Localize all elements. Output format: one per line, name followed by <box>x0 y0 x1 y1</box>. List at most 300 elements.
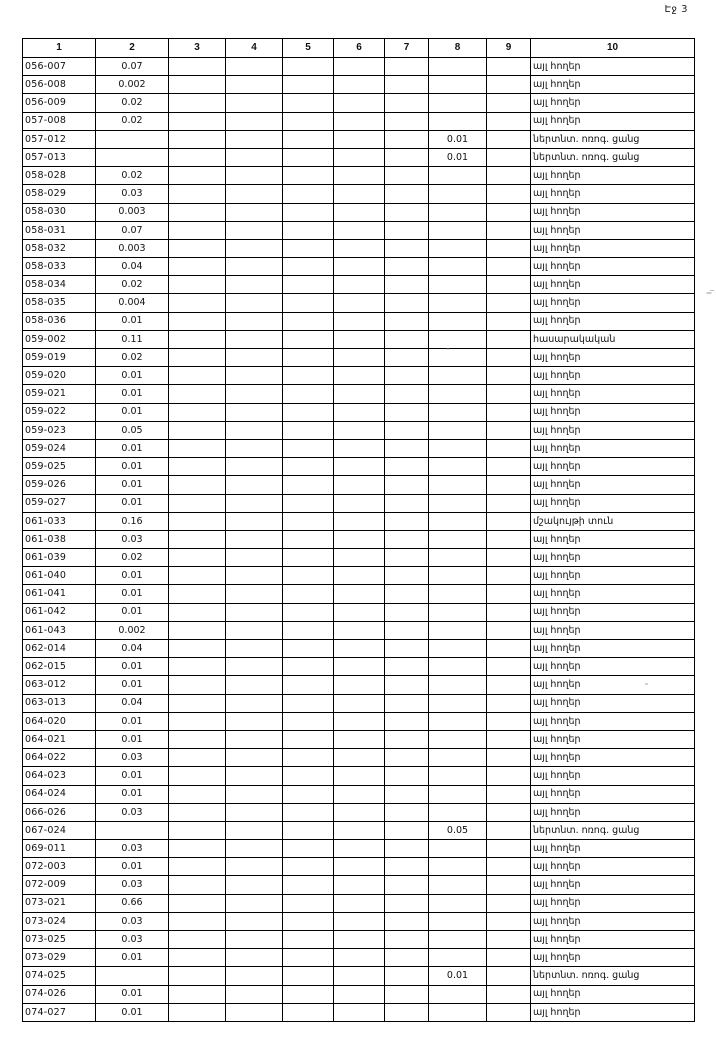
scan-speck <box>645 683 648 685</box>
cell-column-6 <box>334 203 385 221</box>
cell-column-9 <box>487 494 531 512</box>
cell-parcel-code: 061-043 <box>23 621 96 639</box>
cell-column-8 <box>429 621 487 639</box>
cell-column-7 <box>385 458 429 476</box>
cell-note: այլ հողեր <box>531 567 695 585</box>
cell-note: այլ հողեր <box>531 94 695 112</box>
cell-column-3 <box>169 94 226 112</box>
cell-column-6 <box>334 967 385 985</box>
cell-note: այլ հողեր <box>531 112 695 130</box>
cell-note: այլ հողեր <box>531 167 695 185</box>
cell-column-3 <box>169 258 226 276</box>
cell-column-9 <box>487 203 531 221</box>
cell-note: ներտնտ. ոռոգ. ցանց <box>531 967 695 985</box>
cell-column-3 <box>169 494 226 512</box>
cell-column-2: 0.02 <box>96 167 169 185</box>
cell-column-4 <box>226 658 283 676</box>
cell-column-4 <box>226 349 283 367</box>
cell-column-6 <box>334 221 385 239</box>
cell-parcel-code: 067-024 <box>23 821 96 839</box>
cell-note: այլ հողեր <box>531 258 695 276</box>
table-row <box>23 312 695 330</box>
cell-column-5 <box>283 349 334 367</box>
cell-column-8 <box>429 494 487 512</box>
cell-parcel-code: 058-034 <box>23 276 96 294</box>
table-row <box>23 276 695 294</box>
cell-column-3 <box>169 967 226 985</box>
cell-parcel-code: 074-025 <box>23 967 96 985</box>
cell-note: այլ հողեր <box>531 276 695 294</box>
cell-column-7 <box>385 785 429 803</box>
cell-column-9 <box>487 458 531 476</box>
cell-column-5 <box>283 130 334 148</box>
table-row <box>23 658 695 676</box>
cell-column-7 <box>385 712 429 730</box>
cell-column-4 <box>226 294 283 312</box>
cell-parcel-code: 063-012 <box>23 676 96 694</box>
cell-column-7 <box>385 640 429 658</box>
cell-column-2: 0.02 <box>96 349 169 367</box>
cell-column-8 <box>429 985 487 1003</box>
scan-speck <box>706 292 712 294</box>
cell-column-7 <box>385 821 429 839</box>
table-row <box>23 294 695 312</box>
table-row <box>23 512 695 530</box>
cell-column-5 <box>283 403 334 421</box>
cell-column-2: 0.02 <box>96 112 169 130</box>
cell-note: այլ հողեր <box>531 949 695 967</box>
cell-column-5 <box>283 148 334 166</box>
cell-column-5 <box>283 640 334 658</box>
cell-note: այլ հողեր <box>531 312 695 330</box>
cell-column-6 <box>334 148 385 166</box>
cell-parcel-code: 062-015 <box>23 658 96 676</box>
cell-column-7 <box>385 585 429 603</box>
cell-column-9 <box>487 585 531 603</box>
table-row <box>23 585 695 603</box>
table-row <box>23 476 695 494</box>
cell-column-4 <box>226 76 283 94</box>
cell-parcel-code: 059-022 <box>23 403 96 421</box>
cell-column-5 <box>283 58 334 76</box>
cell-note: այլ հողեր <box>531 403 695 421</box>
cell-column-5 <box>283 167 334 185</box>
cell-column-7 <box>385 439 429 457</box>
cell-column-4 <box>226 585 283 603</box>
cell-column-3 <box>169 367 226 385</box>
cell-column-3 <box>169 640 226 658</box>
cell-column-4 <box>226 439 283 457</box>
cell-column-6 <box>334 385 385 403</box>
cell-column-4 <box>226 330 283 348</box>
cell-column-4 <box>226 512 283 530</box>
cell-column-8 <box>429 658 487 676</box>
cell-column-4 <box>226 821 283 839</box>
cell-note: ներտնտ. ոռոգ. ցանց <box>531 821 695 839</box>
cell-column-5 <box>283 912 334 930</box>
cell-column-7 <box>385 967 429 985</box>
cell-column-5 <box>283 76 334 94</box>
cell-note: այլ հողեր <box>531 76 695 94</box>
cell-column-6 <box>334 239 385 257</box>
cell-column-9 <box>487 294 531 312</box>
cell-column-2: 0.04 <box>96 258 169 276</box>
table-row <box>23 239 695 257</box>
column-header-9: 9 <box>487 39 531 58</box>
table-row <box>23 967 695 985</box>
table-row <box>23 530 695 548</box>
cell-column-9 <box>487 567 531 585</box>
cell-parcel-code: 062-014 <box>23 640 96 658</box>
cell-column-9 <box>487 621 531 639</box>
cell-column-4 <box>226 640 283 658</box>
cell-parcel-code: 058-028 <box>23 167 96 185</box>
cell-note: մշակույթի տուն <box>531 512 695 530</box>
cell-column-4 <box>226 621 283 639</box>
cell-column-4 <box>226 603 283 621</box>
cell-parcel-code: 073-029 <box>23 949 96 967</box>
cell-column-2: 0.01 <box>96 312 169 330</box>
cell-column-7 <box>385 912 429 930</box>
cell-column-8 <box>429 694 487 712</box>
cell-column-4 <box>226 276 283 294</box>
cell-column-2: 0.03 <box>96 931 169 949</box>
cell-column-8 <box>429 767 487 785</box>
cell-column-8 <box>429 931 487 949</box>
cell-note: այլ հողեր <box>531 749 695 767</box>
cell-column-4 <box>226 258 283 276</box>
cell-note: այլ հողեր <box>531 640 695 658</box>
cell-column-6 <box>334 421 385 439</box>
cell-column-3 <box>169 76 226 94</box>
cell-column-7 <box>385 730 429 748</box>
cell-column-4 <box>226 94 283 112</box>
cell-column-7 <box>385 567 429 585</box>
cell-column-7 <box>385 367 429 385</box>
cell-parcel-code: 073-025 <box>23 931 96 949</box>
cell-column-3 <box>169 112 226 130</box>
cell-column-4 <box>226 876 283 894</box>
cell-column-4 <box>226 967 283 985</box>
cell-column-3 <box>169 58 226 76</box>
cell-column-7 <box>385 221 429 239</box>
cell-column-2: 0.01 <box>96 767 169 785</box>
cell-parcel-code: 064-021 <box>23 730 96 748</box>
cell-column-8 <box>429 276 487 294</box>
table-row <box>23 421 695 439</box>
cell-column-2: 0.01 <box>96 730 169 748</box>
column-header-8: 8 <box>429 39 487 58</box>
cell-column-8 <box>429 385 487 403</box>
table-row <box>23 567 695 585</box>
cell-parcel-code: 057-012 <box>23 130 96 148</box>
cell-column-4 <box>226 203 283 221</box>
cell-column-8 <box>429 76 487 94</box>
cell-column-7 <box>385 421 429 439</box>
cell-column-5 <box>283 94 334 112</box>
cell-column-6 <box>334 294 385 312</box>
cell-column-2: 0.04 <box>96 640 169 658</box>
cell-column-9 <box>487 221 531 239</box>
cell-column-9 <box>487 185 531 203</box>
cell-column-5 <box>283 730 334 748</box>
cell-note: այլ հողեր <box>531 494 695 512</box>
table-row <box>23 730 695 748</box>
cell-parcel-code: 061-038 <box>23 530 96 548</box>
cell-column-3 <box>169 421 226 439</box>
cell-column-5 <box>283 330 334 348</box>
cell-column-6 <box>334 258 385 276</box>
cell-column-6 <box>334 439 385 457</box>
cell-column-6 <box>334 458 385 476</box>
table-row <box>23 640 695 658</box>
cell-column-2: 0.03 <box>96 530 169 548</box>
column-header-7: 7 <box>385 39 429 58</box>
cell-column-8 <box>429 330 487 348</box>
cell-column-6 <box>334 585 385 603</box>
cell-column-9 <box>487 421 531 439</box>
table-row <box>23 385 695 403</box>
table-row <box>23 840 695 858</box>
table-header-row <box>23 39 695 58</box>
cell-column-6 <box>334 276 385 294</box>
cell-column-4 <box>226 676 283 694</box>
cell-column-5 <box>283 785 334 803</box>
cell-column-7 <box>385 203 429 221</box>
cell-column-8 <box>429 312 487 330</box>
cell-column-7 <box>385 476 429 494</box>
cell-column-7 <box>385 949 429 967</box>
cell-column-9 <box>487 931 531 949</box>
cell-column-5 <box>283 567 334 585</box>
cell-column-5 <box>283 676 334 694</box>
cell-column-6 <box>334 549 385 567</box>
cell-column-2: 0.01 <box>96 367 169 385</box>
cell-column-2: 0.01 <box>96 585 169 603</box>
table-row <box>23 167 695 185</box>
cell-column-3 <box>169 167 226 185</box>
cell-column-6 <box>334 894 385 912</box>
table-row <box>23 549 695 567</box>
cell-column-3 <box>169 203 226 221</box>
cell-column-3 <box>169 621 226 639</box>
cell-column-3 <box>169 821 226 839</box>
cell-column-3 <box>169 349 226 367</box>
cell-parcel-code: 058-030 <box>23 203 96 221</box>
cell-column-7 <box>385 112 429 130</box>
cell-column-5 <box>283 458 334 476</box>
cell-note: այլ հողեր <box>531 458 695 476</box>
cell-column-3 <box>169 458 226 476</box>
cell-column-7 <box>385 876 429 894</box>
cell-note: այլ հողեր <box>531 603 695 621</box>
cell-column-6 <box>334 94 385 112</box>
cell-column-8 <box>429 94 487 112</box>
table-row <box>23 821 695 839</box>
cell-column-7 <box>385 58 429 76</box>
cell-column-2: 0.003 <box>96 203 169 221</box>
scan-edge-mark <box>710 290 714 291</box>
cell-column-2: 0.07 <box>96 58 169 76</box>
cell-column-6 <box>334 803 385 821</box>
cell-column-5 <box>283 985 334 1003</box>
cell-note: այլ հողեր <box>531 476 695 494</box>
cell-column-9 <box>487 76 531 94</box>
cell-column-6 <box>334 512 385 530</box>
table-header <box>23 39 695 58</box>
cell-column-3 <box>169 767 226 785</box>
cell-column-3 <box>169 312 226 330</box>
cell-column-5 <box>283 421 334 439</box>
table-row <box>23 185 695 203</box>
cell-parcel-code: 058-036 <box>23 312 96 330</box>
table-row <box>23 949 695 967</box>
cell-column-8 <box>429 949 487 967</box>
land-registry-table <box>22 38 695 1022</box>
cell-column-9 <box>487 403 531 421</box>
cell-column-9 <box>487 439 531 457</box>
cell-column-9 <box>487 148 531 166</box>
cell-column-3 <box>169 585 226 603</box>
table-row <box>23 603 695 621</box>
cell-note: այլ հողեր <box>531 439 695 457</box>
cell-column-4 <box>226 130 283 148</box>
cell-parcel-code: 061-042 <box>23 603 96 621</box>
cell-column-3 <box>169 840 226 858</box>
cell-column-3 <box>169 512 226 530</box>
cell-note: այլ հողեր <box>531 294 695 312</box>
cell-column-6 <box>334 876 385 894</box>
cell-note: այլ հողեր <box>531 621 695 639</box>
cell-column-3 <box>169 985 226 1003</box>
cell-column-6 <box>334 730 385 748</box>
cell-column-5 <box>283 712 334 730</box>
cell-column-3 <box>169 330 226 348</box>
cell-column-2: 0.01 <box>96 712 169 730</box>
cell-column-9 <box>487 549 531 567</box>
cell-column-2: 0.03 <box>96 749 169 767</box>
cell-column-6 <box>334 603 385 621</box>
table-row <box>23 694 695 712</box>
table-row <box>23 803 695 821</box>
cell-column-4 <box>226 112 283 130</box>
table-row <box>23 94 695 112</box>
cell-note: այլ հողեր <box>531 676 695 694</box>
cell-column-5 <box>283 312 334 330</box>
cell-column-7 <box>385 985 429 1003</box>
cell-column-6 <box>334 1003 385 1021</box>
cell-note: այլ հողեր <box>531 585 695 603</box>
cell-parcel-code: 059-021 <box>23 385 96 403</box>
table-row <box>23 931 695 949</box>
cell-column-4 <box>226 549 283 567</box>
cell-parcel-code: 073-024 <box>23 912 96 930</box>
cell-column-7 <box>385 658 429 676</box>
cell-column-9 <box>487 476 531 494</box>
cell-column-8 <box>429 403 487 421</box>
cell-column-6 <box>334 58 385 76</box>
cell-column-5 <box>283 803 334 821</box>
cell-column-7 <box>385 530 429 548</box>
cell-column-7 <box>385 694 429 712</box>
cell-column-3 <box>169 658 226 676</box>
cell-note: այլ հողեր <box>531 894 695 912</box>
cell-column-2: 0.11 <box>96 330 169 348</box>
cell-column-8 <box>429 803 487 821</box>
cell-parcel-code: 066-026 <box>23 803 96 821</box>
cell-note: ներտնտ. ոռոգ. ցանց <box>531 130 695 148</box>
cell-column-8 <box>429 549 487 567</box>
cell-column-2: 0.01 <box>96 949 169 967</box>
cell-column-6 <box>334 312 385 330</box>
cell-column-6 <box>334 749 385 767</box>
cell-column-7 <box>385 312 429 330</box>
table-row <box>23 439 695 457</box>
cell-note: այլ հողեր <box>531 185 695 203</box>
cell-column-8 <box>429 894 487 912</box>
cell-column-2: 0.03 <box>96 185 169 203</box>
cell-note: այլ հողեր <box>531 421 695 439</box>
cell-column-9 <box>487 767 531 785</box>
cell-column-7 <box>385 185 429 203</box>
cell-note: այլ հողեր <box>531 912 695 930</box>
cell-note: այլ հողեր <box>531 349 695 367</box>
cell-column-8 <box>429 421 487 439</box>
cell-column-6 <box>334 349 385 367</box>
cell-column-8 <box>429 876 487 894</box>
table-row <box>23 1003 695 1021</box>
cell-column-7 <box>385 258 429 276</box>
cell-column-8 <box>429 112 487 130</box>
cell-column-5 <box>283 112 334 130</box>
cell-column-6 <box>334 367 385 385</box>
cell-column-5 <box>283 931 334 949</box>
cell-note: այլ հողեր <box>531 858 695 876</box>
cell-parcel-code: 074-027 <box>23 1003 96 1021</box>
cell-column-4 <box>226 494 283 512</box>
cell-column-7 <box>385 349 429 367</box>
cell-column-4 <box>226 239 283 257</box>
cell-column-4 <box>226 185 283 203</box>
table-row <box>23 76 695 94</box>
table-row <box>23 258 695 276</box>
cell-column-2: 0.003 <box>96 239 169 257</box>
cell-column-9 <box>487 603 531 621</box>
cell-column-2: 0.01 <box>96 458 169 476</box>
cell-column-9 <box>487 694 531 712</box>
cell-column-3 <box>169 221 226 239</box>
cell-column-8 <box>429 185 487 203</box>
cell-column-2: 0.01 <box>96 567 169 585</box>
table-row <box>23 985 695 1003</box>
cell-column-4 <box>226 167 283 185</box>
cell-column-6 <box>334 567 385 585</box>
cell-column-7 <box>385 403 429 421</box>
table-row <box>23 58 695 76</box>
cell-column-6 <box>334 530 385 548</box>
cell-column-4 <box>226 931 283 949</box>
table-row <box>23 130 695 148</box>
table-row <box>23 621 695 639</box>
cell-column-9 <box>487 276 531 294</box>
cell-column-2: 0.01 <box>96 494 169 512</box>
cell-column-5 <box>283 821 334 839</box>
cell-column-5 <box>283 203 334 221</box>
cell-parcel-code: 061-039 <box>23 549 96 567</box>
cell-column-7 <box>385 167 429 185</box>
cell-column-2: 0.03 <box>96 840 169 858</box>
cell-column-3 <box>169 1003 226 1021</box>
